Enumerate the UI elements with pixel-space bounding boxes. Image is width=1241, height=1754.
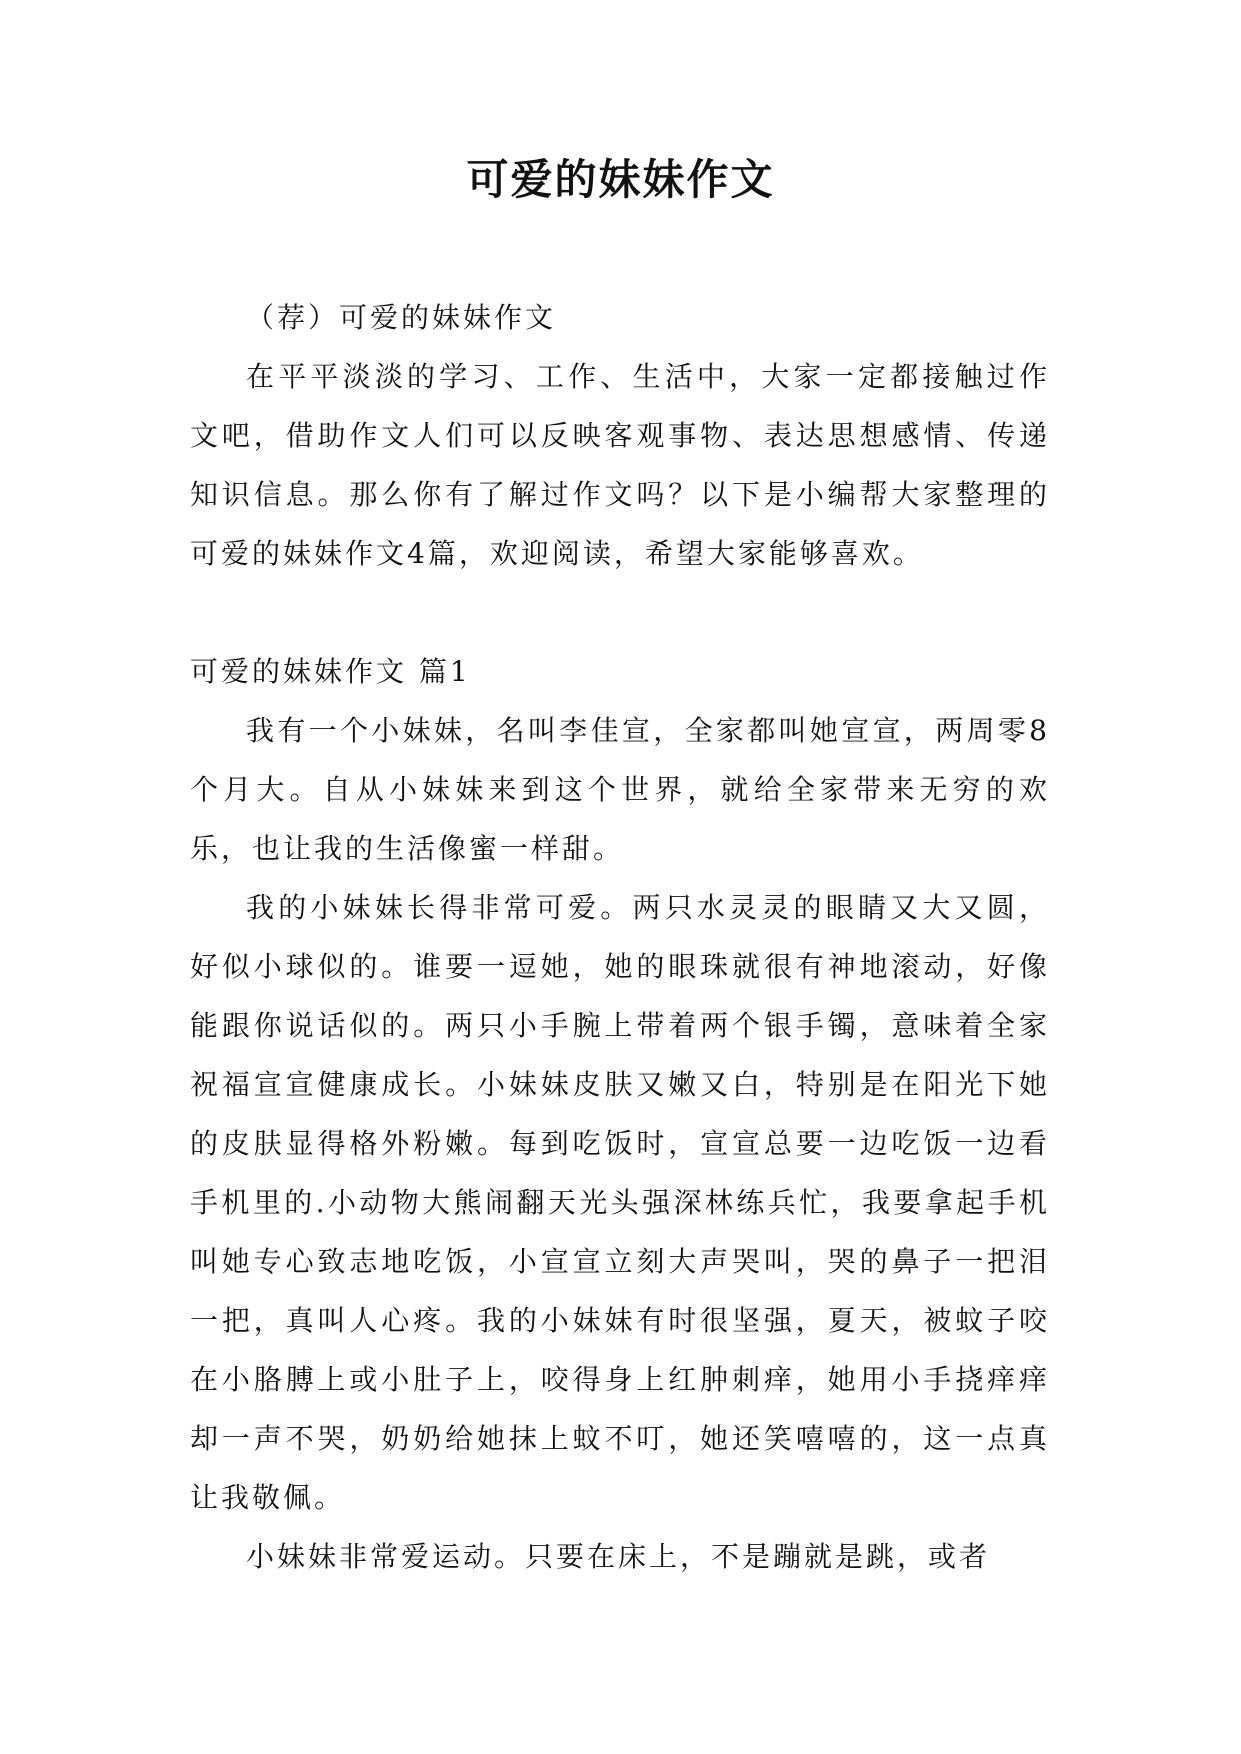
document-subtitle: （荐）可爱的妹妹作文 <box>246 301 557 334</box>
body-paragraph: 我有一个小妹妹，名叫李佳宣，全家都叫她宣宣，两周零8个月大。自从小妹妹来到这个世界，就给全家带来无穷的欢乐，也让我的生活像蜜一样甜。 <box>190 714 1050 865</box>
intro-paragraph: 在平平淡淡的学习、工作、生活中，大家一定都接触过作文吧，借助作文人们可以反映客观事物、表达思想感情、传递知识信息。那么你有了解过作文吗？以下是小编帮大家整理的可爱的妹妹作文4篇，欢迎阅读，希望大家能够喜欢。 <box>190 360 1050 570</box>
body-paragraph: 我的小妹妹长得非常可爱。两只水灵灵的眼睛又大又圆，好似小球似的。谁要一逗她，她的眼珠就很有神地滚动，好像能跟你说话似的。两只小手腕上带着两个银手镯，意味着全家祝福宣宣健康成长。小妹妹皮肤又嫩又白，特别是在阳光下她的皮肤显得格外粉嫩。每到吃饭时，宣宣总要一边吃饭一边看手机里的.小动物大熊闹翻天光头强深林练兵忙，我要拿起手机叫她专心致志地吃饭，小宣宣立刻大声哭叫，哭的鼻子一把泪一把，真叫人心疼。我的小妹妹有时很坚强，夏天，被蚊子咬在小胳膊上或小肚子上，咬得身上红肿刺痒，她用小手挠痒痒却一声不哭，奶奶给她抹上蚊不叮，她还笑嘻嘻的，这一点真让我敬佩。 <box>190 891 1050 1514</box>
document-body <box>190 288 1050 1586</box>
document-title: 可爱的妹妹作文 <box>466 155 775 204</box>
body-paragraph: 小妹妹非常爱运动。只要在床上，不是蹦就是跳，或者 <box>246 1540 991 1573</box>
section-heading: 可爱的妹妹作文 篇1 <box>190 655 471 688</box>
